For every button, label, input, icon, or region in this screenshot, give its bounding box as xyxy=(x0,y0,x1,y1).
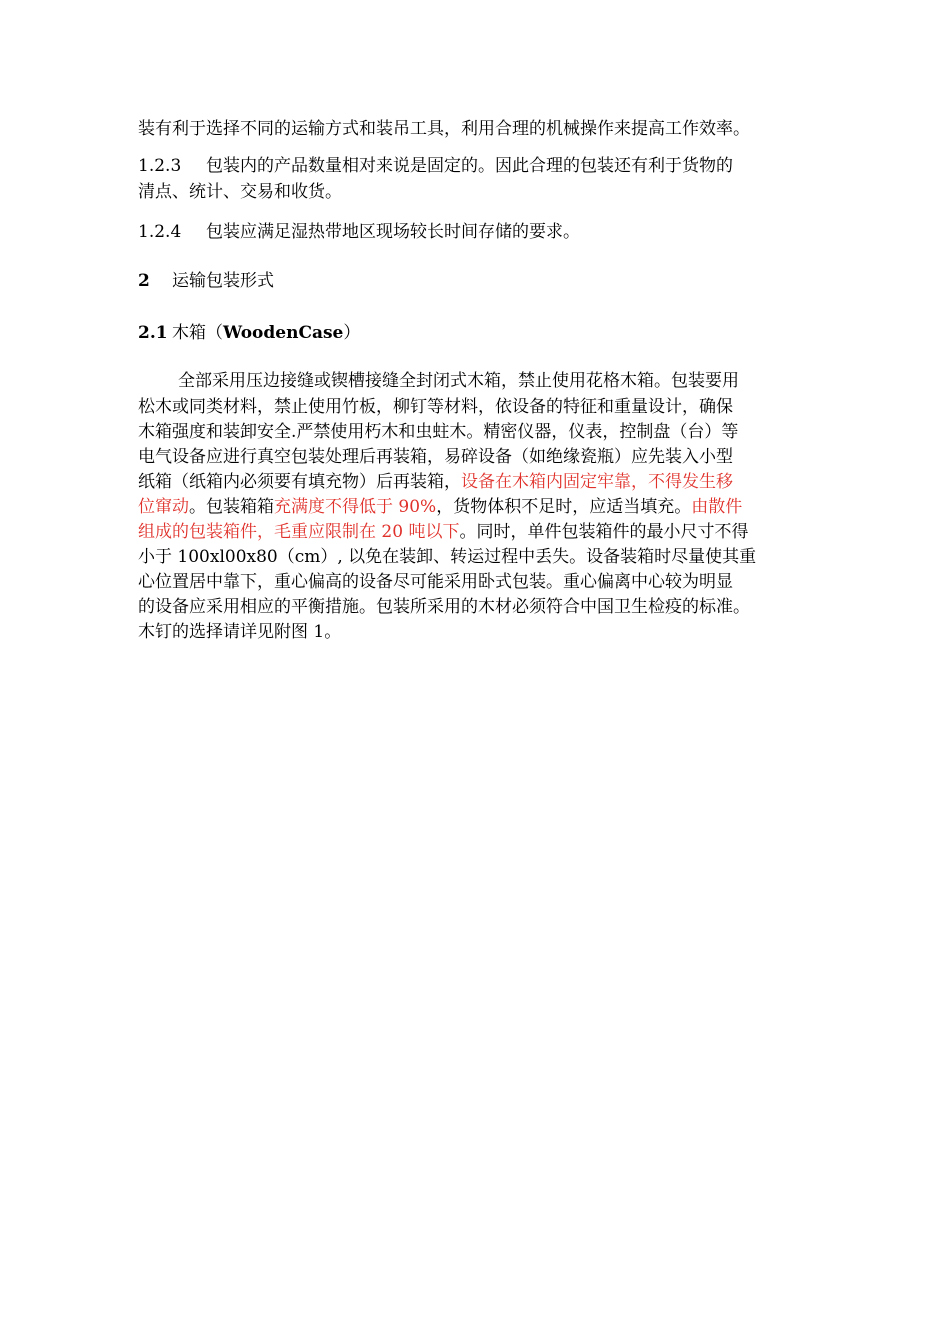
para-line xyxy=(138,521,748,543)
para-text: 的设备应采用相应的平衡措施。包装所采用的木材必须符合中国卫生检疫的标准。 xyxy=(138,597,750,617)
para-text: 电气设备应进行真空包装处理后再装箱，易碎设备（如绝缘瓷瓶）应先装入小型 xyxy=(138,447,733,467)
para-line xyxy=(138,621,341,643)
para-line xyxy=(138,596,750,618)
para-text: 松木或同类材料，禁止使用竹板，柳钉等材料，依设备的特征和重量设计，确保 xyxy=(138,397,733,417)
para-text: 木钉的选择请详见附图 1。 xyxy=(138,622,342,642)
section-text: 包装内的产品数量相对来说是固定的。因此合理的包装还有利于货物的 xyxy=(206,156,733,176)
para-line xyxy=(178,370,739,392)
highlighted-text: 由散件 xyxy=(691,497,743,517)
heading-title: 木箱（ xyxy=(172,323,223,343)
para-text: 心位置居中靠下，重心偏高的设备尽可能采用卧式包装。重心偏离中心较为明显 xyxy=(138,572,733,592)
section-1-2-4-line xyxy=(138,221,580,243)
para-line xyxy=(138,546,756,568)
heading-title-en: WoodenCase xyxy=(223,323,344,343)
highlighted-text: 设备在木箱内固定牢靠，不得发生移 xyxy=(461,472,733,492)
highlighted-text: 位窜动 xyxy=(138,497,189,517)
para-line xyxy=(138,446,733,468)
section-1-2-3-line-2 xyxy=(138,181,342,203)
heading-number: 2.1 xyxy=(138,323,168,343)
para-text: 。包装箱箱 xyxy=(189,497,274,517)
para-line xyxy=(138,571,733,593)
para-line xyxy=(138,396,733,418)
section-number: 1.2.3 xyxy=(138,156,182,176)
para-text: 。同时，单件包装箱件的最小尺寸不得 xyxy=(459,522,749,542)
section-1-2-3-line-1 xyxy=(138,155,733,177)
intro-text: 装有利于选择不同的运输方式和装吊工具，利用合理的机械操作来提高工作效率。 xyxy=(138,119,750,139)
highlighted-text: 充满度不得低于 90% xyxy=(274,497,437,517)
section-number: 1.2.4 xyxy=(138,222,182,242)
section-text: 包装应满足湿热带地区现场较长时间存储的要求。 xyxy=(206,222,580,242)
highlighted-text: 组成的包装箱件，毛重应限制在 20 吨以下 xyxy=(138,522,460,542)
para-text: 全部采用压边接缝或锲槽接缝全封闭式木箱，禁止使用花格木箱。包装要用 xyxy=(178,371,739,391)
heading-title: 运输包装形式 xyxy=(172,271,274,291)
para-text: 木箱强度和装卸安全.严禁使用朽木和虫蛀木。精密仪器，仪表，控制盘（台）等 xyxy=(138,422,739,442)
heading-2 xyxy=(138,270,274,292)
para-line xyxy=(138,496,742,518)
para-text: 小于 100xl00x80（cm）, 以免在装卸、转运过程中丢失。设备装箱时尽量使其重 xyxy=(138,547,757,567)
para-text: ，货物体积不足时，应适当填充。 xyxy=(436,497,692,517)
heading-2-1 xyxy=(138,322,360,344)
para-text: 纸箱（纸箱内必须要有填充物）后再装箱， xyxy=(138,472,461,492)
heading-number: 2 xyxy=(138,271,150,291)
para-line xyxy=(138,421,738,443)
heading-title-end: ） xyxy=(343,323,361,343)
para-line xyxy=(138,471,733,493)
intro-line xyxy=(138,118,750,140)
section-text: 清点、统计、交易和收货。 xyxy=(138,182,342,202)
